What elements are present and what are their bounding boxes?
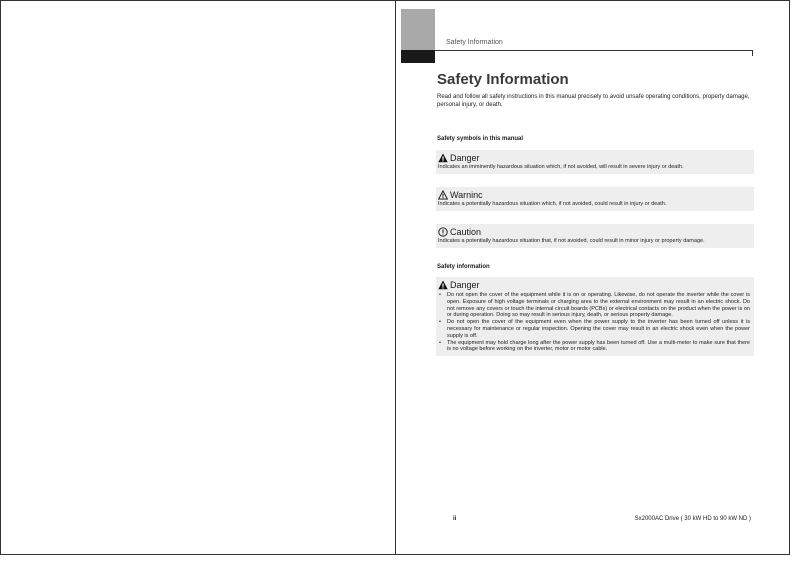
danger-icon <box>438 280 448 290</box>
symbol-box-caution <box>436 224 754 248</box>
safety-info-danger-box <box>436 277 754 356</box>
left-page <box>0 0 395 555</box>
page-content <box>436 71 754 356</box>
symbol-label-caution: Caution <box>450 227 482 237</box>
symbol-box-danger <box>436 150 754 174</box>
header-rule <box>435 50 753 51</box>
danger-icon <box>438 153 448 163</box>
page-number: ii <box>453 516 457 522</box>
intro-paragraph: Read and follow all safety instructions in this manual precisely to avoid unsafe operating conditions, property damage, personal injury, or death. <box>437 94 750 108</box>
symbols-heading: Safety symbols in this manual <box>437 136 524 142</box>
caution-icon <box>438 227 448 237</box>
symbol-text-caution: Indicates a potentially hazardous situation that, if not avoided, could result in minor injury or property damage. <box>438 238 705 244</box>
list-item: • Do not open the cover of the equipment while it is on or operating. Likewise, do not operate the inverter while the cover is open. Exposure of high voltage terminals or charging area to the external environment may result in an electric shock. Do not remove any covers or touch the internal circuit boards (PCBs) or electrical contacts on the product when the power is on or during operation. Doing so may result in serious injury, death, or serious property damage. <box>438 292 750 319</box>
symbol-text-warning: Indicates a potentially hazardous situation which, if not avoided, could result in injury or death. <box>438 201 667 207</box>
safety-info-heading: Safety information <box>437 264 490 270</box>
symbol-box-warning <box>436 187 754 211</box>
list-item: • Do not open the cover of the equipment even when the power supply to the inverter has been turned off unless it is necessary for maintenance or regular inspection. Opening the cover may result in an electric shock even when the power supply is off. <box>438 319 750 339</box>
symbol-label-warning: Warninc <box>450 190 483 200</box>
list-item: • The equipment may hold charge long after the power supply has been turned off. Use a multi-meter to make sure that there is no voltage before working on the inverter, motor or motor cable. <box>438 340 750 354</box>
warning-icon <box>438 190 448 200</box>
symbol-label-danger: Danger <box>450 153 480 163</box>
safety-bullet-list <box>438 292 750 353</box>
symbol-text-danger: Indicates an imminently hazardous situation which, if not avoided, will result in severe injury or death. <box>438 164 684 170</box>
header-rule-tick <box>752 50 753 56</box>
right-page <box>395 0 790 555</box>
page-title: Safety Information <box>437 71 569 88</box>
running-header: Safety Information <box>446 39 503 46</box>
chapter-tab-accent <box>401 50 435 63</box>
footer-model: Sx2000AC Drive ( 30 kW HD to 90 kW ND ) <box>634 516 751 522</box>
safety-info-danger-label: Danger <box>450 280 480 290</box>
